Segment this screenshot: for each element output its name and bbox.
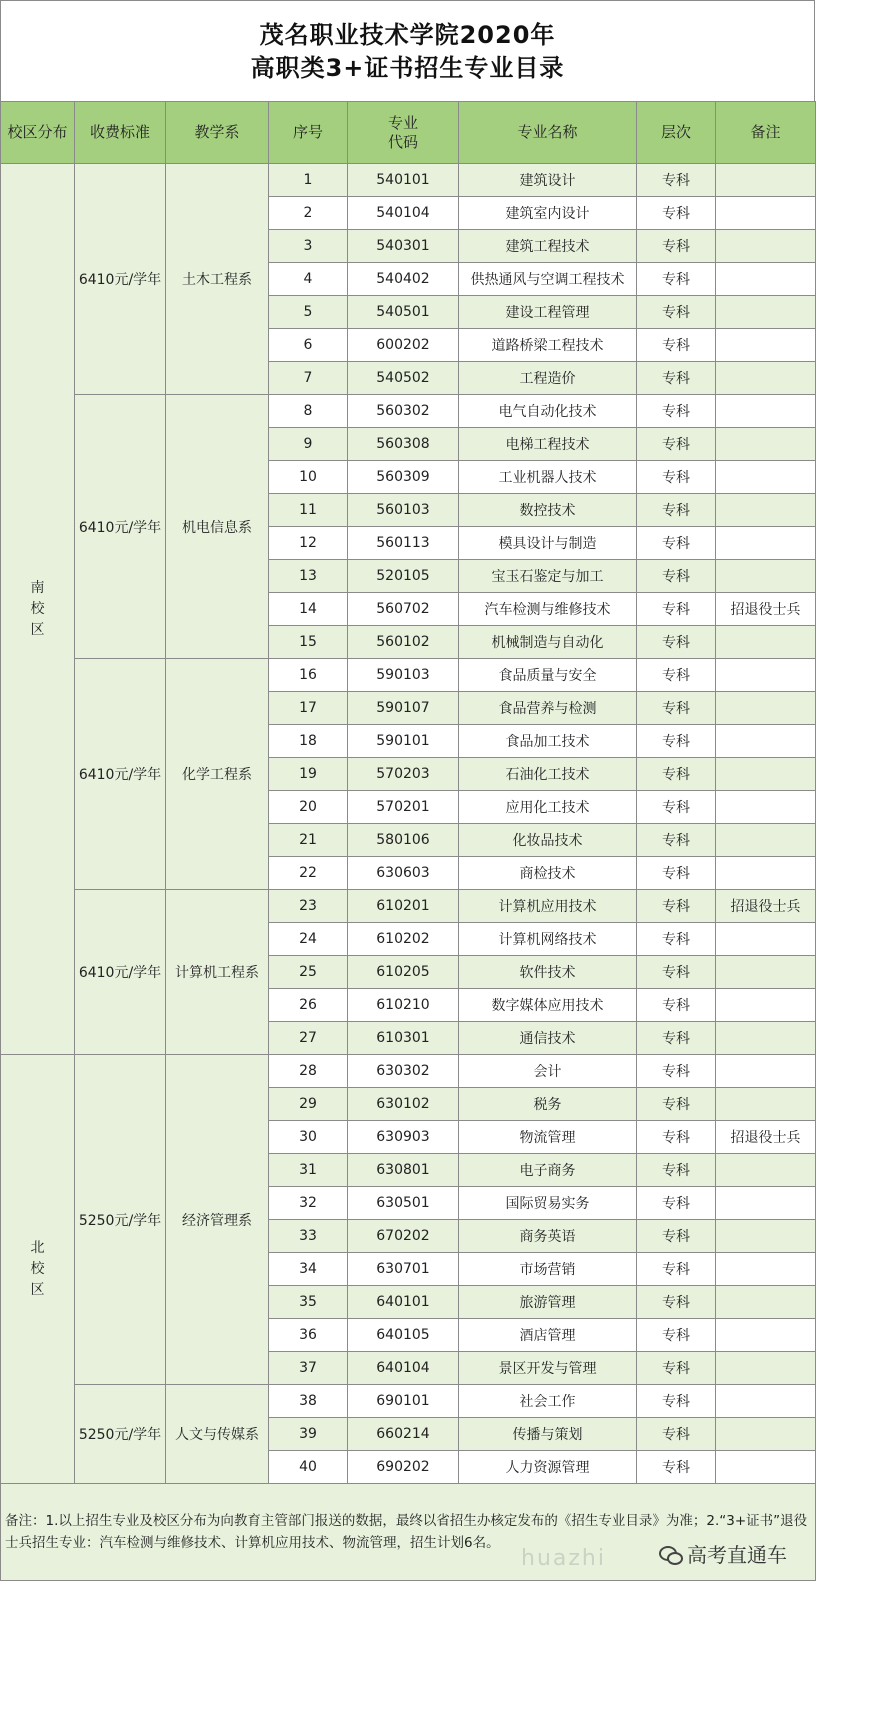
header-level: 层次: [637, 102, 716, 164]
level-cell: 专科: [637, 1154, 716, 1187]
fee-cell: 6410元/学年: [75, 395, 166, 659]
table-row: [1, 395, 816, 428]
code-cell: 540402: [348, 263, 459, 296]
seq-cell: 25: [269, 956, 348, 989]
seq-cell: 26: [269, 989, 348, 1022]
seq-cell: 15: [269, 626, 348, 659]
level-cell: 专科: [637, 263, 716, 296]
name-cell: 物流管理: [459, 1121, 637, 1154]
table-row: [1, 164, 816, 197]
name-cell: 人力资源管理: [459, 1451, 637, 1484]
name-cell: 电梯工程技术: [459, 428, 637, 461]
code-cell: 540301: [348, 230, 459, 263]
code-cell: 630903: [348, 1121, 459, 1154]
name-cell: 市场营销: [459, 1253, 637, 1286]
level-cell: 专科: [637, 1286, 716, 1319]
code-cell: 560113: [348, 527, 459, 560]
level-cell: 专科: [637, 626, 716, 659]
remark-cell: [716, 296, 816, 329]
level-cell: 专科: [637, 197, 716, 230]
code-cell: 600202: [348, 329, 459, 362]
level-cell: 专科: [637, 824, 716, 857]
seq-cell: 6: [269, 329, 348, 362]
remark-cell: 招退役士兵: [716, 890, 816, 923]
level-cell: 专科: [637, 428, 716, 461]
remark-cell: [716, 1220, 816, 1253]
fee-cell: 5250元/学年: [75, 1385, 166, 1484]
level-cell: 专科: [637, 692, 716, 725]
code-cell: 540104: [348, 197, 459, 230]
code-cell: 660214: [348, 1418, 459, 1451]
header-remark: 备注: [716, 102, 816, 164]
name-cell: 建筑设计: [459, 164, 637, 197]
code-cell: 640105: [348, 1319, 459, 1352]
seq-cell: 5: [269, 296, 348, 329]
fee-cell: 6410元/学年: [75, 659, 166, 890]
header-code-line1: 专业: [387, 113, 418, 132]
note-text: 备注：1.以上招生专业及校区分布为向教育主管部门报送的数据，最终以省招生办核定发布的《招生专业目录》为准；2.“3+证书”退役士兵招生专业：汽车检测与维修技术、计算机应用技术、物流管理，招生计划6名。: [5, 1513, 808, 1551]
major-catalog-table: [0, 101, 816, 1581]
level-cell: 专科: [637, 1022, 716, 1055]
page-title-line1: 茂名职业技术学院2020年: [259, 20, 556, 49]
remark-cell: [716, 1022, 816, 1055]
seq-cell: 28: [269, 1055, 348, 1088]
seq-cell: 23: [269, 890, 348, 923]
level-cell: 专科: [637, 1418, 716, 1451]
seq-cell: 11: [269, 494, 348, 527]
remark-cell: [716, 560, 816, 593]
name-cell: 宝玉石鉴定与加工: [459, 560, 637, 593]
code-cell: 560302: [348, 395, 459, 428]
code-cell: 560308: [348, 428, 459, 461]
remark-cell: [716, 1451, 816, 1484]
remark-cell: [716, 362, 816, 395]
code-cell: 630801: [348, 1154, 459, 1187]
name-cell: 供热通风与空调工程技术: [459, 263, 637, 296]
remark-cell: [716, 1385, 816, 1418]
level-cell: 专科: [637, 461, 716, 494]
seq-cell: 39: [269, 1418, 348, 1451]
code-cell: 610210: [348, 989, 459, 1022]
note-row: [1, 1484, 816, 1581]
name-cell: 计算机网络技术: [459, 923, 637, 956]
level-cell: 专科: [637, 791, 716, 824]
remark-cell: [716, 329, 816, 362]
remark-cell: [716, 1088, 816, 1121]
code-cell: 540502: [348, 362, 459, 395]
level-cell: 专科: [637, 494, 716, 527]
remark-cell: [716, 1055, 816, 1088]
name-cell: 应用化工技术: [459, 791, 637, 824]
level-cell: 专科: [637, 956, 716, 989]
level-cell: 专科: [637, 329, 716, 362]
remark-cell: [716, 164, 816, 197]
remark-cell: [716, 626, 816, 659]
name-cell: 国际贸易实务: [459, 1187, 637, 1220]
seq-cell: 27: [269, 1022, 348, 1055]
seq-cell: 34: [269, 1253, 348, 1286]
remark-cell: [716, 857, 816, 890]
header-code: [348, 102, 459, 164]
name-cell: 电气自动化技术: [459, 395, 637, 428]
code-cell: 540501: [348, 296, 459, 329]
remark-cell: [716, 659, 816, 692]
level-cell: 专科: [637, 1352, 716, 1385]
level-cell: 专科: [637, 923, 716, 956]
campus-char: 校: [30, 1260, 45, 1277]
remark-cell: [716, 758, 816, 791]
table-row: [1, 659, 816, 692]
code-cell: 540101: [348, 164, 459, 197]
level-cell: 专科: [637, 1319, 716, 1352]
header-row: [1, 102, 816, 164]
code-cell: 610301: [348, 1022, 459, 1055]
level-cell: 专科: [637, 1385, 716, 1418]
code-cell: 670202: [348, 1220, 459, 1253]
name-cell: 模具设计与制造: [459, 527, 637, 560]
seq-cell: 35: [269, 1286, 348, 1319]
level-cell: 专科: [637, 1121, 716, 1154]
level-cell: 专科: [637, 758, 716, 791]
code-cell: 630102: [348, 1088, 459, 1121]
name-cell: 通信技术: [459, 1022, 637, 1055]
level-cell: 专科: [637, 1220, 716, 1253]
code-cell: 590101: [348, 725, 459, 758]
campus-cell: [1, 1055, 75, 1484]
remark-cell: [716, 725, 816, 758]
code-cell: 570203: [348, 758, 459, 791]
code-cell: 520105: [348, 560, 459, 593]
remark-cell: [716, 791, 816, 824]
name-cell: 社会工作: [459, 1385, 637, 1418]
code-cell: 610201: [348, 890, 459, 923]
remark-cell: [716, 1253, 816, 1286]
name-cell: 石油化工技术: [459, 758, 637, 791]
dept-cell: 经济管理系: [166, 1055, 269, 1385]
name-cell: 汽车检测与维修技术: [459, 593, 637, 626]
name-cell: 旅游管理: [459, 1286, 637, 1319]
dept-cell: 化学工程系: [166, 659, 269, 890]
campus-cell: [1, 164, 75, 1055]
level-cell: 专科: [637, 560, 716, 593]
code-cell: 590107: [348, 692, 459, 725]
name-cell: 数控技术: [459, 494, 637, 527]
name-cell: 食品营养与检测: [459, 692, 637, 725]
name-cell: 商检技术: [459, 857, 637, 890]
wechat-icon: [659, 1546, 681, 1564]
campus-char: 区: [30, 1281, 45, 1298]
seq-cell: 31: [269, 1154, 348, 1187]
remark-cell: [716, 395, 816, 428]
table-row: [1, 1055, 816, 1088]
code-cell: 630302: [348, 1055, 459, 1088]
code-cell: 640101: [348, 1286, 459, 1319]
dept-cell: 机电信息系: [166, 395, 269, 659]
level-cell: 专科: [637, 1055, 716, 1088]
seq-cell: 36: [269, 1319, 348, 1352]
level-cell: 专科: [637, 1451, 716, 1484]
name-cell: 酒店管理: [459, 1319, 637, 1352]
remark-cell: [716, 1418, 816, 1451]
seq-cell: 18: [269, 725, 348, 758]
header-dept: 教学系: [166, 102, 269, 164]
name-cell: 工程造价: [459, 362, 637, 395]
remark-cell: [716, 494, 816, 527]
seq-cell: 14: [269, 593, 348, 626]
code-cell: 640104: [348, 1352, 459, 1385]
seq-cell: 24: [269, 923, 348, 956]
code-cell: 560103: [348, 494, 459, 527]
seq-cell: 32: [269, 1187, 348, 1220]
note-cell: [1, 1484, 816, 1581]
name-cell: 食品质量与安全: [459, 659, 637, 692]
name-cell: 工业机器人技术: [459, 461, 637, 494]
name-cell: 计算机应用技术: [459, 890, 637, 923]
table-row: [1, 890, 816, 923]
watermark: [659, 1544, 787, 1566]
remark-cell: [716, 527, 816, 560]
fee-cell: 6410元/学年: [75, 890, 166, 1055]
page-title-line2: 高职类3+证书招生专业目录: [250, 53, 565, 82]
seq-cell: 17: [269, 692, 348, 725]
name-cell: 机械制造与自动化: [459, 626, 637, 659]
remark-cell: [716, 1352, 816, 1385]
fee-cell: 6410元/学年: [75, 164, 166, 395]
level-cell: 专科: [637, 395, 716, 428]
remark-cell: [716, 1154, 816, 1187]
watermark-faint-text: huazhi: [521, 1546, 606, 1571]
dept-cell: 计算机工程系: [166, 890, 269, 1055]
level-cell: 专科: [637, 593, 716, 626]
level-cell: 专科: [637, 527, 716, 560]
seq-cell: 16: [269, 659, 348, 692]
seq-cell: 22: [269, 857, 348, 890]
remark-cell: [716, 1286, 816, 1319]
level-cell: 专科: [637, 857, 716, 890]
name-cell: 食品加工技术: [459, 725, 637, 758]
name-cell: 化妆品技术: [459, 824, 637, 857]
seq-cell: 38: [269, 1385, 348, 1418]
remark-cell: [716, 692, 816, 725]
level-cell: 专科: [637, 1187, 716, 1220]
campus-char: 南: [30, 579, 45, 596]
remark-cell: [716, 1319, 816, 1352]
code-cell: 630603: [348, 857, 459, 890]
seq-cell: 3: [269, 230, 348, 263]
seq-cell: 2: [269, 197, 348, 230]
level-cell: 专科: [637, 1253, 716, 1286]
seq-cell: 37: [269, 1352, 348, 1385]
seq-cell: 40: [269, 1451, 348, 1484]
remark-cell: [716, 428, 816, 461]
dept-cell: 土木工程系: [166, 164, 269, 395]
code-cell: 610202: [348, 923, 459, 956]
seq-cell: 8: [269, 395, 348, 428]
level-cell: 专科: [637, 659, 716, 692]
name-cell: 传播与策划: [459, 1418, 637, 1451]
name-cell: 数字媒体应用技术: [459, 989, 637, 1022]
name-cell: 会计: [459, 1055, 637, 1088]
header-seq: 序号: [269, 102, 348, 164]
seq-cell: 21: [269, 824, 348, 857]
level-cell: 专科: [637, 725, 716, 758]
table-row: [1, 1385, 816, 1418]
code-cell: 560309: [348, 461, 459, 494]
code-cell: 690101: [348, 1385, 459, 1418]
level-cell: 专科: [637, 296, 716, 329]
seq-cell: 10: [269, 461, 348, 494]
code-cell: 630501: [348, 1187, 459, 1220]
name-cell: 建筑室内设计: [459, 197, 637, 230]
level-cell: 专科: [637, 1088, 716, 1121]
remark-cell: [716, 263, 816, 296]
level-cell: 专科: [637, 230, 716, 263]
remark-cell: [716, 230, 816, 263]
code-cell: 590103: [348, 659, 459, 692]
name-cell: 建设工程管理: [459, 296, 637, 329]
code-cell: 690202: [348, 1451, 459, 1484]
remark-cell: [716, 461, 816, 494]
campus-char: 区: [30, 621, 45, 638]
code-cell: 570201: [348, 791, 459, 824]
remark-cell: [716, 956, 816, 989]
remark-cell: [716, 824, 816, 857]
header-campus: 校区分布: [1, 102, 75, 164]
seq-cell: 30: [269, 1121, 348, 1154]
name-cell: 软件技术: [459, 956, 637, 989]
seq-cell: 1: [269, 164, 348, 197]
remark-cell: 招退役士兵: [716, 1121, 816, 1154]
name-cell: 电子商务: [459, 1154, 637, 1187]
dept-cell: 人文与传媒系: [166, 1385, 269, 1484]
seq-cell: 20: [269, 791, 348, 824]
header-name: 专业名称: [459, 102, 637, 164]
name-cell: 建筑工程技术: [459, 230, 637, 263]
campus-char: 北: [30, 1239, 45, 1256]
name-cell: 道路桥梁工程技术: [459, 329, 637, 362]
level-cell: 专科: [637, 890, 716, 923]
name-cell: 税务: [459, 1088, 637, 1121]
code-cell: 560702: [348, 593, 459, 626]
header-fee: 收费标准: [75, 102, 166, 164]
seq-cell: 33: [269, 1220, 348, 1253]
seq-cell: 9: [269, 428, 348, 461]
code-cell: 630701: [348, 1253, 459, 1286]
level-cell: 专科: [637, 989, 716, 1022]
code-cell: 580106: [348, 824, 459, 857]
code-cell: 560102: [348, 626, 459, 659]
remark-cell: [716, 1187, 816, 1220]
remark-cell: 招退役士兵: [716, 593, 816, 626]
title-box: [0, 0, 815, 102]
name-cell: 景区开发与管理: [459, 1352, 637, 1385]
remark-cell: [716, 989, 816, 1022]
table-body: [1, 164, 816, 1484]
seq-cell: 12: [269, 527, 348, 560]
remark-cell: [716, 923, 816, 956]
seq-cell: 19: [269, 758, 348, 791]
remark-cell: [716, 197, 816, 230]
code-cell: 610205: [348, 956, 459, 989]
seq-cell: 29: [269, 1088, 348, 1121]
campus-char: 校: [30, 600, 45, 617]
watermark-text: 高考直通车: [687, 1543, 787, 1567]
seq-cell: 4: [269, 263, 348, 296]
fee-cell: 5250元/学年: [75, 1055, 166, 1385]
level-cell: 专科: [637, 362, 716, 395]
level-cell: 专科: [637, 164, 716, 197]
header-code-line2: 代码: [387, 132, 418, 151]
seq-cell: 7: [269, 362, 348, 395]
name-cell: 商务英语: [459, 1220, 637, 1253]
seq-cell: 13: [269, 560, 348, 593]
